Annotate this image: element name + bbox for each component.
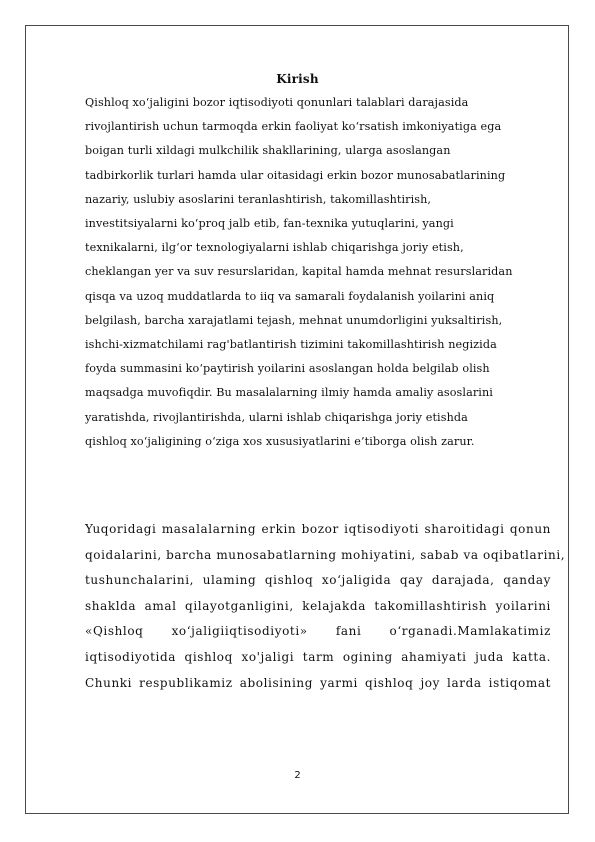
text-line: ishchi-xizmatchilami rag'batlantirish tizimini takomillashtirish negizida [85,338,497,352]
text-line: investitsiyalarni ko‘proq jalb etib, fan-texnika yutuqlarini, yangi [85,217,454,231]
text-line: iqtisodiyotida qishloq xo'jaligi tarm ogining ahamiyati juda katta. [85,649,551,664]
text-line: yaratishda, rivojlantirishda, ularni ishlab chiqarishga joriy etishda [85,410,468,424]
text-line: tushunchalarini, ulaming qishloq xo‘jaligida qay darajada, qanday [85,573,551,588]
text-line: maqsadga muvofiqdir. Bu masalalarning ilmiy hamda amaliy asoslarini [85,386,493,400]
text-line: qoidalarini, barcha munosabatlarning mohiyatini, sabab va oqibatlarini, [85,547,566,562]
text-line: qishloq xo‘jaligining o‘ziga xos xususiyatlarini e’tiborga olish zarur. [85,434,475,448]
text-line: foyda summasini ko‘paytirish yoilarini asoslangan holda belgilab olish [85,362,490,376]
text-line: Yuqoridagi masalalarning erkin bozor iqtisodiyoti sharoitidagi qonun [85,522,551,536]
text-line: boigan turli xildagi mulkchilik shakllarining, ularga asoslangan [85,144,451,158]
text-line: Chunki respublikamiz abolisining yarmi qishloq joy larda istiqomat [85,675,551,690]
text-line: texnikalarni, ilg‘or texnologiyalarni ishlab chiqarishga joriy etish, [85,241,464,255]
paragraph-intro [85,91,563,454]
paragraph-body [85,517,566,696]
text-line: qisqa va uzoq muddatlarda to iiq va samarali foydalanish yoilarini aniq [85,289,495,303]
text-line: cheklangan yer va suv resurslaridan, kapital hamda mehnat resurslaridan [85,265,513,279]
page-number: 2 [294,770,301,781]
page-title: Kirish [276,72,319,86]
text-line: nazariy, uslubiy asoslarini teranlashtirish, takomillashtirish, [85,192,432,206]
text-line: belgilash, barcha xarajatlami tejash, mehnat unumdorligini yuksaltirish, [85,313,503,327]
text-line: «Qishloq xo‘jaligiiqtisodiyoti» fani o‘rganadi.Mamlakatimiz [85,624,551,639]
text-line: tadbirkorlik turlari hamda ular oitasidagi erkin bozor munosabatlarining [85,168,506,182]
text-line: shaklda amal qilayotganligini, kelajakda takomillashtirish yoilarini [85,598,551,613]
text-line: Qishloq xo‘jaligini bozor iqtisodiyoti qonunlari talablari darajasida [85,96,469,109]
text-line: rivojlantirish uchun tarmoqda erkin faoliyat ko‘rsatish imkoniyatiga ega [85,120,502,134]
